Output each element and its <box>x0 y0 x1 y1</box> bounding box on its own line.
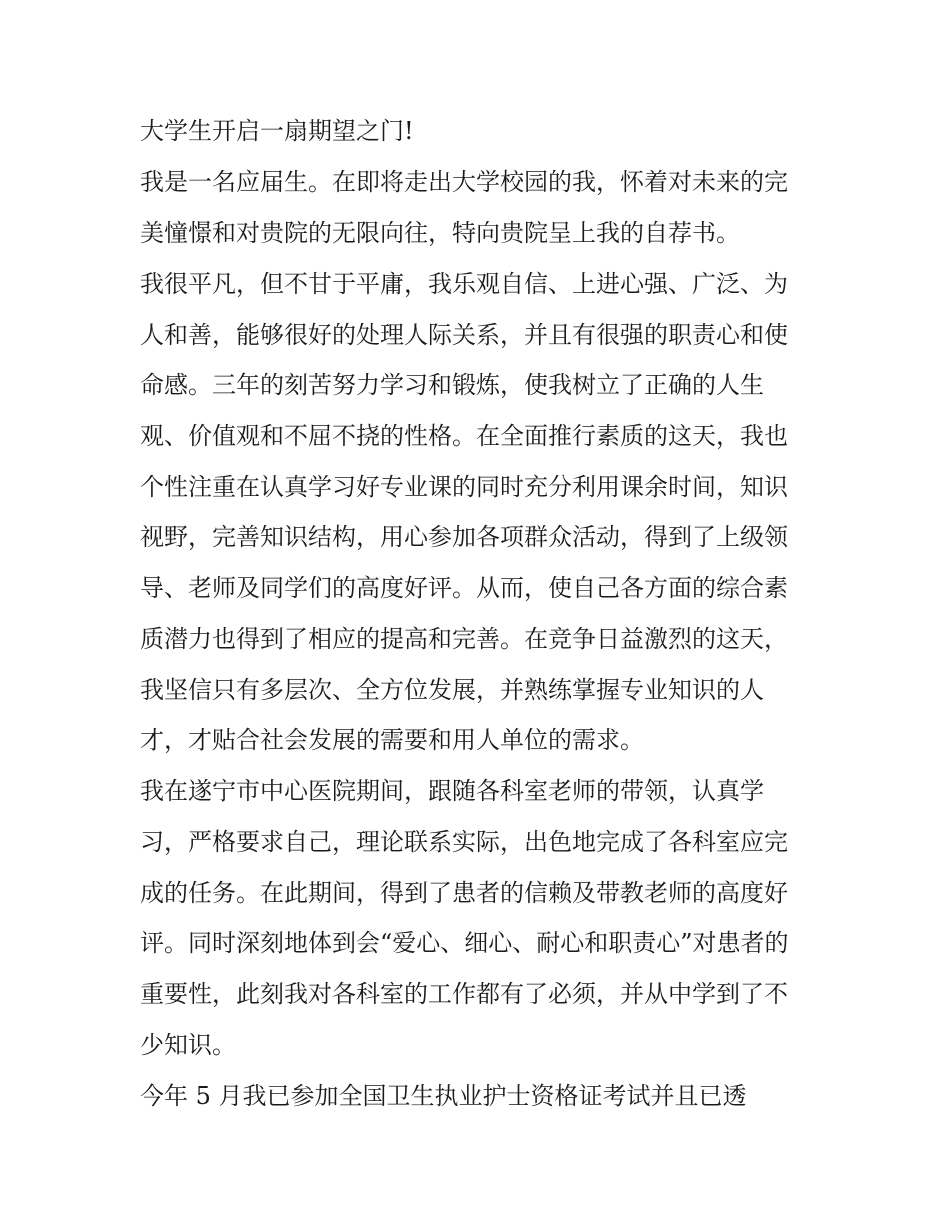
text-line: 成的任务。在此期间，得到了患者的信赖及带教老师的高度好 <box>140 879 788 907</box>
text-line: 个性注重在认真学习好专业课的同时充分利用课余时间，知识 <box>140 473 788 501</box>
text-line: 我在遂宁市中心医院期间，跟随各科室老师的带领，认真学 <box>140 777 764 805</box>
text-line: 评。同时深刻地体到会“爱心、细心、耐心和职责心”对患者的 <box>140 929 789 957</box>
text-line: 重要性，此刻我对各科室的工作都有了必须，并从中学到了不 <box>140 980 788 1008</box>
text-line: 少知识。 <box>140 1031 236 1059</box>
text-line: 质潜力也得到了相应的提高和完善。在竞争日益激烈的这天， <box>140 625 788 653</box>
text-line: 视野，完善知识结构，用心参加各项群众活动，得到了上级领 <box>140 523 788 551</box>
text-line: 导、老师及同学们的高度好评。从而，使自己各方面的综合素 <box>140 574 788 602</box>
text-line: 才，才贴合社会发展的需要和用人单位的需求。 <box>140 726 644 754</box>
text-line: 美憧憬和对贵院的无限向往，特向贵院呈上我的自荐书。 <box>140 219 740 247</box>
text-line: 我是一名应届生。在即将走出大学校园的我，怀着对未来的完 <box>140 168 788 196</box>
text-line: 观、价值观和不屈不挠的性格。在全面推行素质的这天，我也 <box>140 422 788 450</box>
document-title: 大学生开启一扇期望之门! <box>140 117 414 145</box>
text-line: 人和善，能够很好的处理人际关系，并且有很强的职责心和使 <box>140 321 788 349</box>
text-line: 我坚信只有多层次、全方位发展，并熟练掌握专业知识的人 <box>140 676 764 704</box>
text-line: 习，严格要求自己，理论联系实际，出色地完成了各科室应完 <box>140 828 788 856</box>
text-line: 我很平凡，但不甘于平庸，我乐观自信、上进心强、广泛、为 <box>140 270 788 298</box>
text-line: 命感。三年的刻苦努力学习和锻炼，使我树立了正确的人生 <box>140 371 764 399</box>
text-line: 今年 5 月我已参加全国卫生执业护士资格证考试并且已透 <box>140 1082 747 1110</box>
